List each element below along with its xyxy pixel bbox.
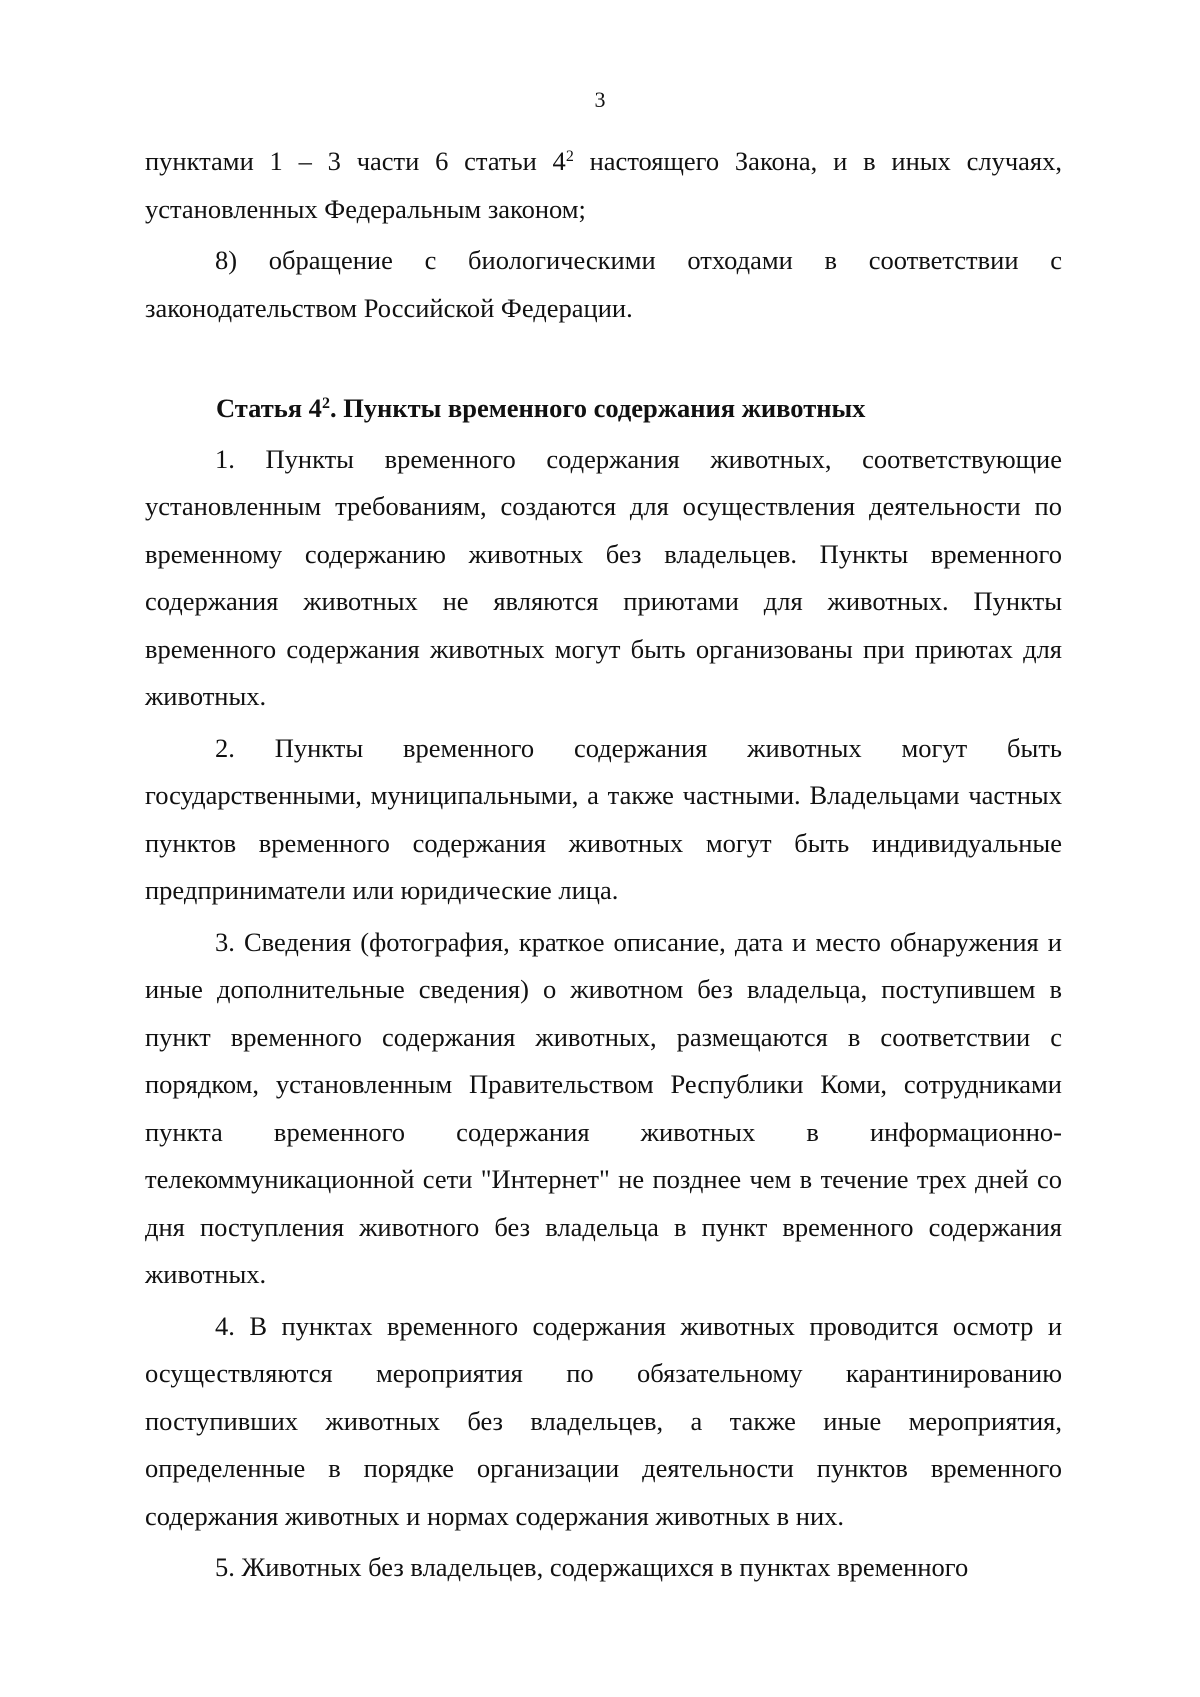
article-paragraph-2: 2. Пункты временного содержания животных могут быть государственными, муниципальными, а также частными. Владельцами частных пунктов временного содержания животных могут быть индивидуальные предприниматели или юридические лица. [145,732,1062,905]
continuation-text: пунктами 1 – 3 части 6 статьи 4 [145,146,566,176]
article-heading-superscript: 2 [321,395,330,412]
document-body [145,138,1062,1592]
list-item-8: 8) обращение с биологическими отходами в соответствии с законодательством Российской Федерации. [145,245,1062,323]
article-heading-title: . Пункты временного содержания животных [329,393,866,423]
article-paragraph-4: 4. В пунктах временного содержания животных проводится осмотр и осуществляются мероприятия по обязательному карантинированию поступивших животных без владельцев, а также иные мероприятия, определенные в порядке организации деятельности пунктов временного содержания животных и нормах содержания животных в них. [145,1310,1062,1531]
article-paragraph-5: 5. Животных без владельцев, содержащихся в пунктах временного [215,1552,969,1582]
article-heading-prefix: Статья 4 [216,393,322,423]
article-paragraph-3: 3. Сведения (фотография, краткое описание, дата и место обнаружения и иные дополнительные сведения) о животном без владельца, поступившем в пункт временного содержания животных, размещаются в соответствии с порядком, установленным Правительством Республики Коми, сотрудниками пункта временного содержания животных в информационно-телекоммуникационной сети "Интернет" не позднее чем в течение трех дней со дня поступления животного без владельца в пункт временного содержания животных. [145,926,1062,1289]
superscript: 2 [565,148,574,165]
page-number: 3 [594,87,606,112]
continuation-text-end: настоящего Закона, и в иных случаях, установленных Федеральным законом; [145,146,1062,224]
article-paragraph-1: 1. Пункты временного содержания животных, соответствующие установленным требованиям, создаются для осуществления деятельности по временному содержанию животных без владельцев. Пункты временного содержания животных не являются приютами для животных. Пункты временного содержания животных могут быть организованы при приютах для животных. [145,443,1062,711]
continuation-paragraph [145,138,1062,233]
article-heading [145,385,1062,433]
